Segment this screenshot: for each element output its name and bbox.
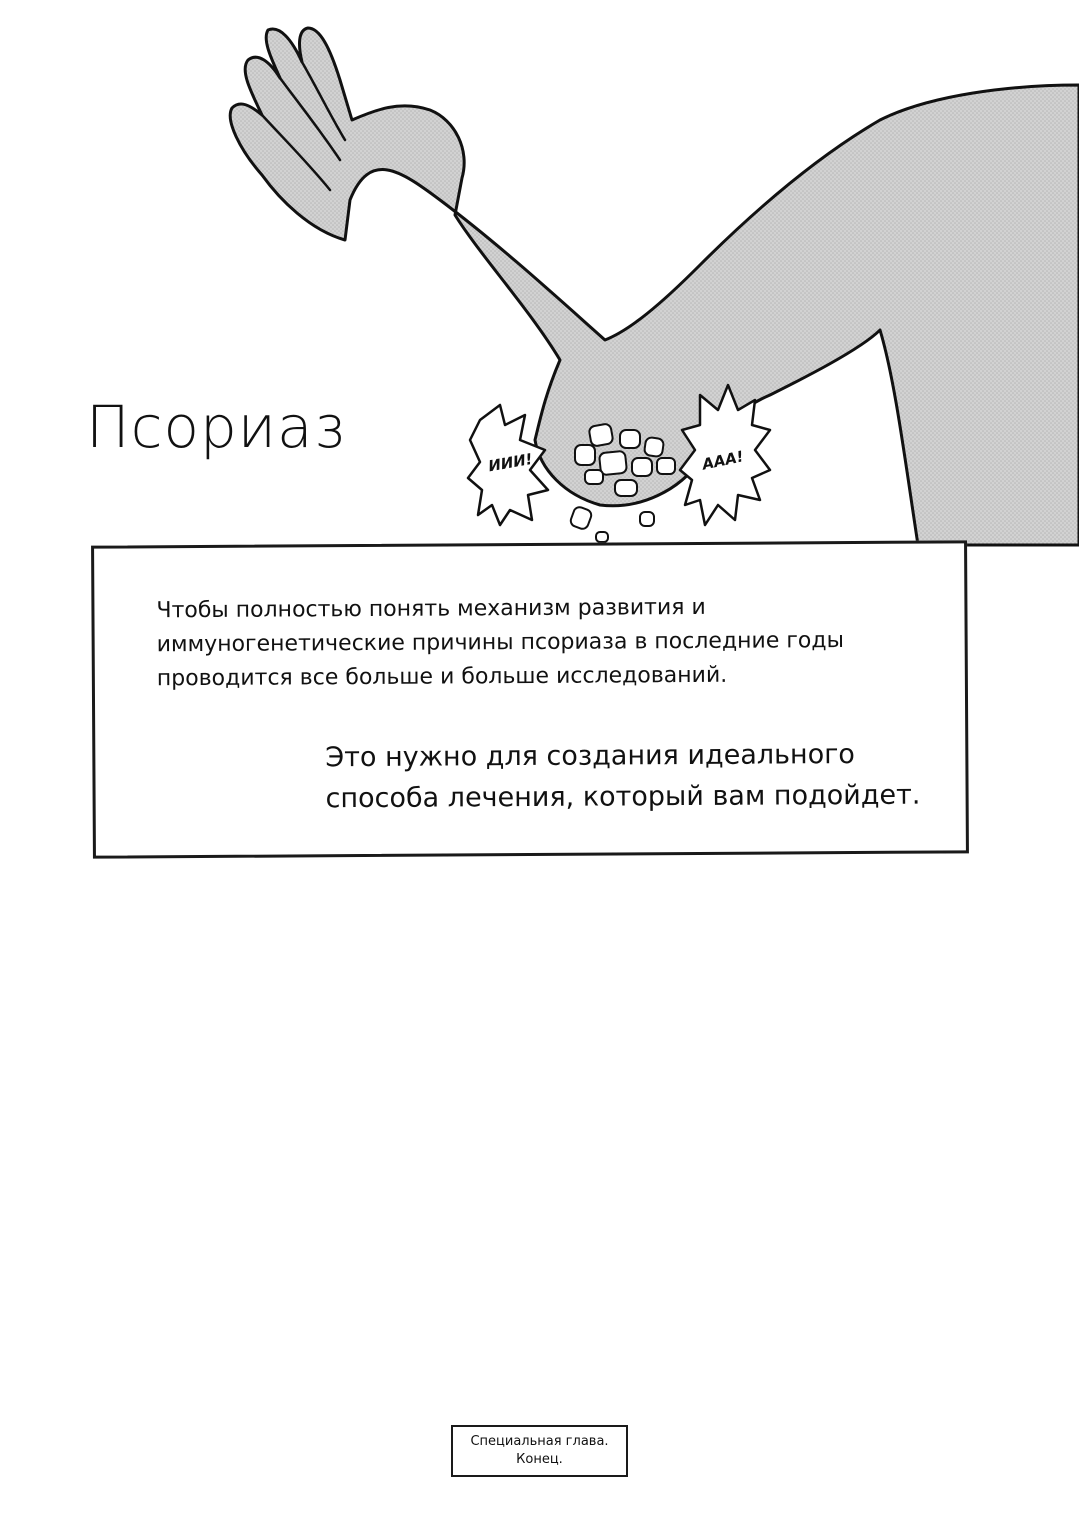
end-note-line-1: Специальная глава. bbox=[470, 1434, 609, 1449]
sfx-left-text: ИИИ! bbox=[486, 449, 534, 476]
sfx-burst-left bbox=[468, 405, 548, 525]
chapter-end-box bbox=[451, 1425, 628, 1477]
caption-box bbox=[91, 540, 969, 858]
caption-paragraph-1: Чтобы полностью понять механизм развития и иммуногенетические причины псориаза в последние годы проводится все больше и больше исследований. bbox=[156, 594, 845, 692]
arm-illustration bbox=[0, 0, 1079, 560]
page-title: Псориаз bbox=[86, 393, 346, 461]
end-note-line-2: Конец. bbox=[516, 1452, 563, 1467]
arm-shape bbox=[230, 28, 1079, 545]
caption-paragraph-2: Это нужно для создания идеального способа лечения, который вам подойдет. bbox=[325, 739, 921, 815]
sfx-right-text: ААА! bbox=[700, 447, 746, 474]
